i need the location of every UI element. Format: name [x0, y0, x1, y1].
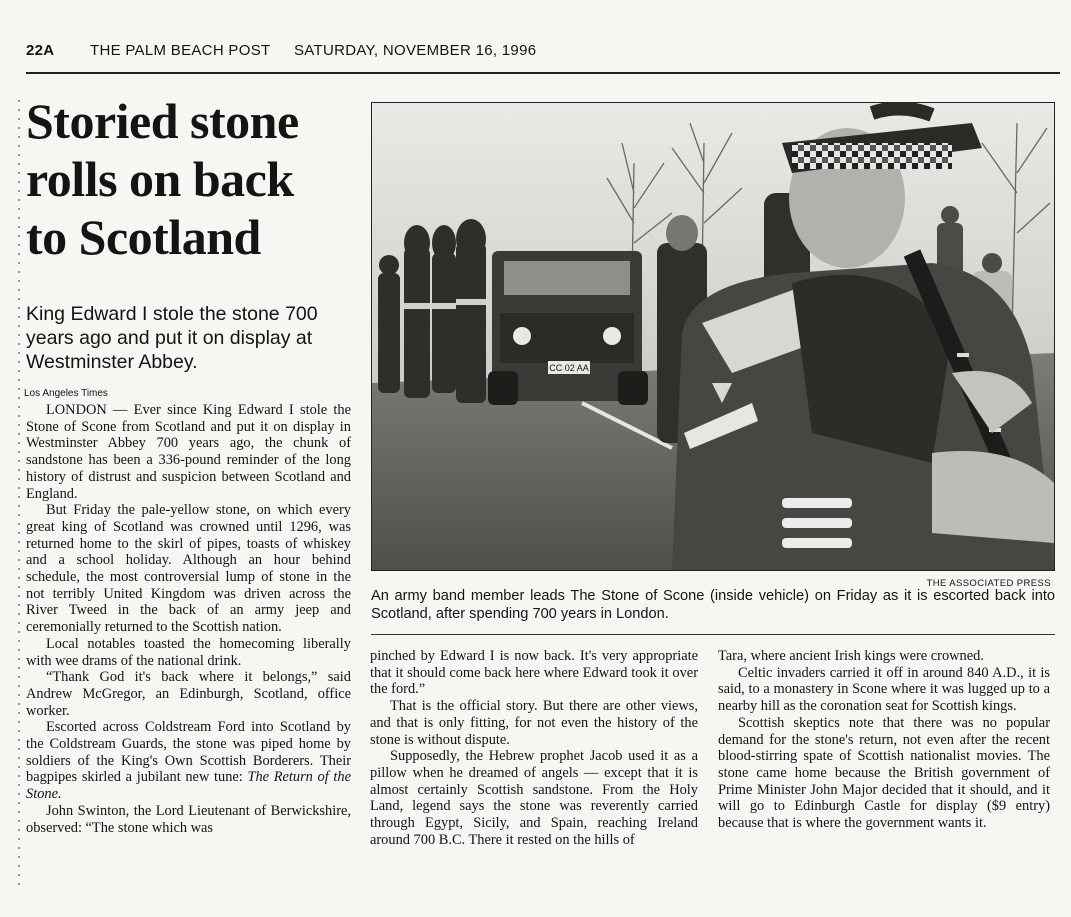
photo-credit: THE ASSOCIATED PRESS: [926, 578, 1051, 589]
headline-line: rolls on back: [26, 151, 294, 207]
paragraph: Celtic invaders carried it off in around 840 A.D., it is said, to a monastery in Scone where it was lugged up to a nearby hill as the coronation seat for Scottish kings.: [718, 664, 1050, 715]
headline-line: Storied stone: [26, 93, 299, 149]
fold-marks: [18, 100, 20, 890]
paragraph: That is the official story. But there are other views, and that is only fitting, for not even the history of the stone is without dispute.: [370, 698, 698, 748]
photo-illustration: [372, 103, 1054, 570]
wire-credit: Los Angeles Times: [24, 388, 108, 399]
paragraph: Supposedly, the Hebrew prophet Jacob used it as a pillow when he dreamed of angels — except that it is almost certainly Scottish sandstone. From the Holy Land, legend says the stone was reverently carried through Egypt, Sicily, and Spain, reaching Ireland around 700 B.C. There it rested on the hills of: [370, 748, 698, 848]
paragraph: Local notables toasted the homecoming liberally with wee drams of the national drink.: [26, 635, 351, 669]
photo-caption: An army band member leads The Stone of Scone (inside vehicle) on Friday as it is escorted back into Scotland, after spending 700 years in London.: [371, 588, 1055, 622]
paragraph: Tara, where ancient Irish kings were crowned.: [718, 648, 984, 664]
issue-date: SATURDAY, NOVEMBER 16, 1996: [294, 42, 537, 59]
news-photo: [371, 102, 1055, 571]
article-column-2: [370, 648, 698, 848]
article-column-1: [26, 402, 351, 836]
subheadline: King Edward I stole the stone 700 years ago and put it on display at Westminster Abbey.: [26, 303, 318, 373]
newspaper-name: THE PALM BEACH POST: [90, 42, 271, 59]
paragraph: But Friday the pale-yellow stone, on which every great king of Scotland was crowned until 1296, was returned home to the skirl of pipes, toasts of whiskey and a school holiday. Although an hour behind schedule, the most controversial lump of stone in the not terribly United Kingdom was driven across the River Tweed in the back of an army jeep and ceremonially returned to the Scottish nation.: [26, 502, 351, 636]
paragraph-text: Escorted across Coldstream Ford into Scotland by the Coldstream Guards, the stone was piped home by soldiers of the King's Own Scottish Borderers. Their bagpipes skirled a jubilant new tune:: [26, 719, 351, 786]
paragraph: “Thank God it's back where it belongs,” said Andrew McGregor, an Edinburgh, Scotland, office worker.: [26, 669, 351, 719]
paragraph: John Swinton, the Lord Lieutenant of Berwickshire, observed: “The stone which was: [26, 802, 351, 836]
paragraph: pinched by Edward I is now back. It's very appropriate that it should come back here where Edward took it over the ford.”: [370, 648, 698, 698]
headline: [26, 92, 361, 266]
masthead-rule: [26, 72, 1060, 74]
paragraph: LONDON — Ever since King Edward I stole the Stone of Scone from Scotland and put it on display in Westminster Abbey 700 years ago, the chunk of sandstone has been a 336-pound reminder of the long history of distrust and suspicion between Scotland and England.: [26, 402, 351, 502]
page-number: 22A: [26, 42, 55, 59]
license-plate: CC 02 AA: [549, 363, 589, 373]
paragraph: [26, 719, 351, 803]
paragraph: Scottish skeptics note that there was no popular demand for the stone's return, not even after the recent blood-stirring spate of Scottish nationalist movies. The stone came home because the British government of Prime Minister John Major decided that it should, and it will go to Edinburgh Castle for display ($9 entry) because that is where the government wants it.: [718, 714, 1050, 832]
caption-rule: [371, 634, 1055, 635]
tune-title: The Return of the Stone.: [26, 769, 351, 803]
masthead: [26, 42, 1056, 66]
headline-line: to Scotland: [26, 209, 261, 265]
article-column-3: [718, 648, 1050, 832]
